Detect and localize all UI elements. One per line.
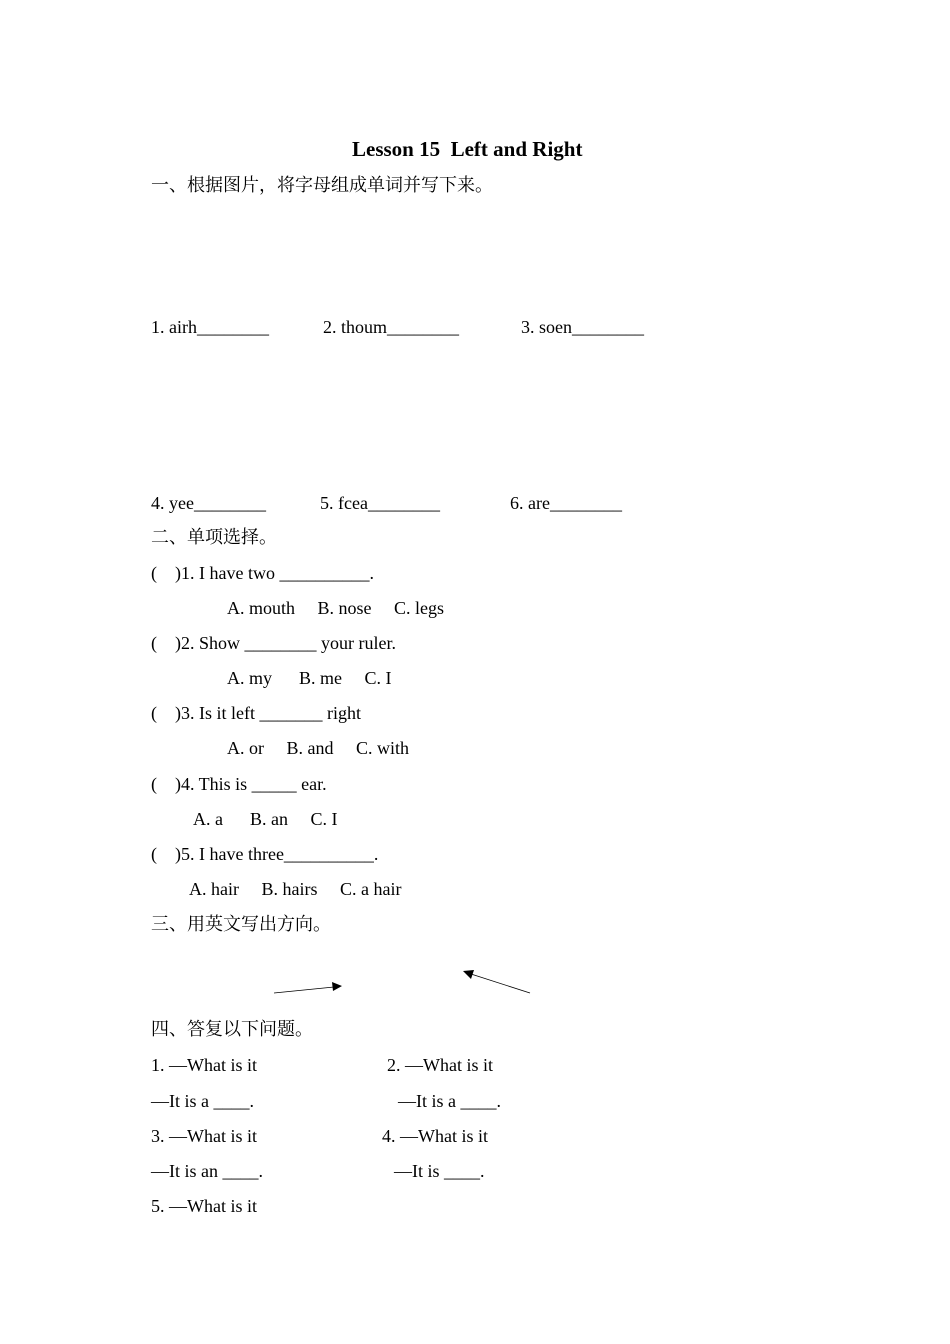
answer-line-1: 1. —What is it bbox=[151, 1055, 257, 1075]
answer-line-8: —It is ____. bbox=[394, 1161, 485, 1181]
answer-line-2: 2. —What is it bbox=[387, 1055, 493, 1075]
answer-line-5: 3. —What is it bbox=[151, 1126, 257, 1146]
left-arrow-icon bbox=[463, 970, 530, 993]
section3-heading: 三、用英文写出方向。 bbox=[151, 914, 331, 934]
answer-line-9: 5. —What is it bbox=[151, 1196, 257, 1216]
answer-line-6: 4. —What is it bbox=[382, 1126, 488, 1146]
section4-heading: 四、答复以下问题。 bbox=[151, 1019, 313, 1039]
question-4-stem: ( )4. This is _____ ear. bbox=[151, 774, 327, 794]
question-1-options: A. mouth B. nose C. legs bbox=[227, 598, 445, 618]
question-3-stem: ( )3. Is it left _______ right bbox=[151, 703, 361, 723]
word-item-6: 6. are________ bbox=[510, 493, 622, 513]
question-3-options: A. or B. and C. with bbox=[227, 738, 409, 758]
word-item-3: 3. soen________ bbox=[521, 317, 644, 337]
question-5-options: A. hair B. hairs C. a hair bbox=[189, 879, 402, 899]
question-2-options: A. my B. me C. I bbox=[227, 668, 392, 688]
section2-heading: 二、单项选择。 bbox=[151, 527, 277, 547]
word-item-2: 2. thoum________ bbox=[323, 317, 460, 337]
right-arrow-icon bbox=[274, 982, 342, 993]
question-5-stem: ( )5. I have three__________. bbox=[151, 844, 379, 864]
answer-line-3: —It is a ____. bbox=[151, 1091, 254, 1111]
section1-heading: 一、根据图片，将字母组成单词并写下来。 bbox=[151, 175, 493, 195]
page-title: Lesson 15 Left and Right bbox=[352, 137, 583, 161]
question-4-options: A. a B. an C. I bbox=[193, 809, 338, 829]
question-1-stem: ( )1. I have two __________. bbox=[151, 563, 374, 583]
answer-line-4: —It is a ____. bbox=[398, 1091, 501, 1111]
answer-line-7: —It is an ____. bbox=[151, 1161, 263, 1181]
word-item-5: 5. fcea________ bbox=[320, 493, 440, 513]
word-item-4: 4. yee________ bbox=[151, 493, 266, 513]
question-2-stem: ( )2. Show ________ your ruler. bbox=[151, 633, 396, 653]
word-item-1: 1. airh________ bbox=[151, 317, 269, 337]
